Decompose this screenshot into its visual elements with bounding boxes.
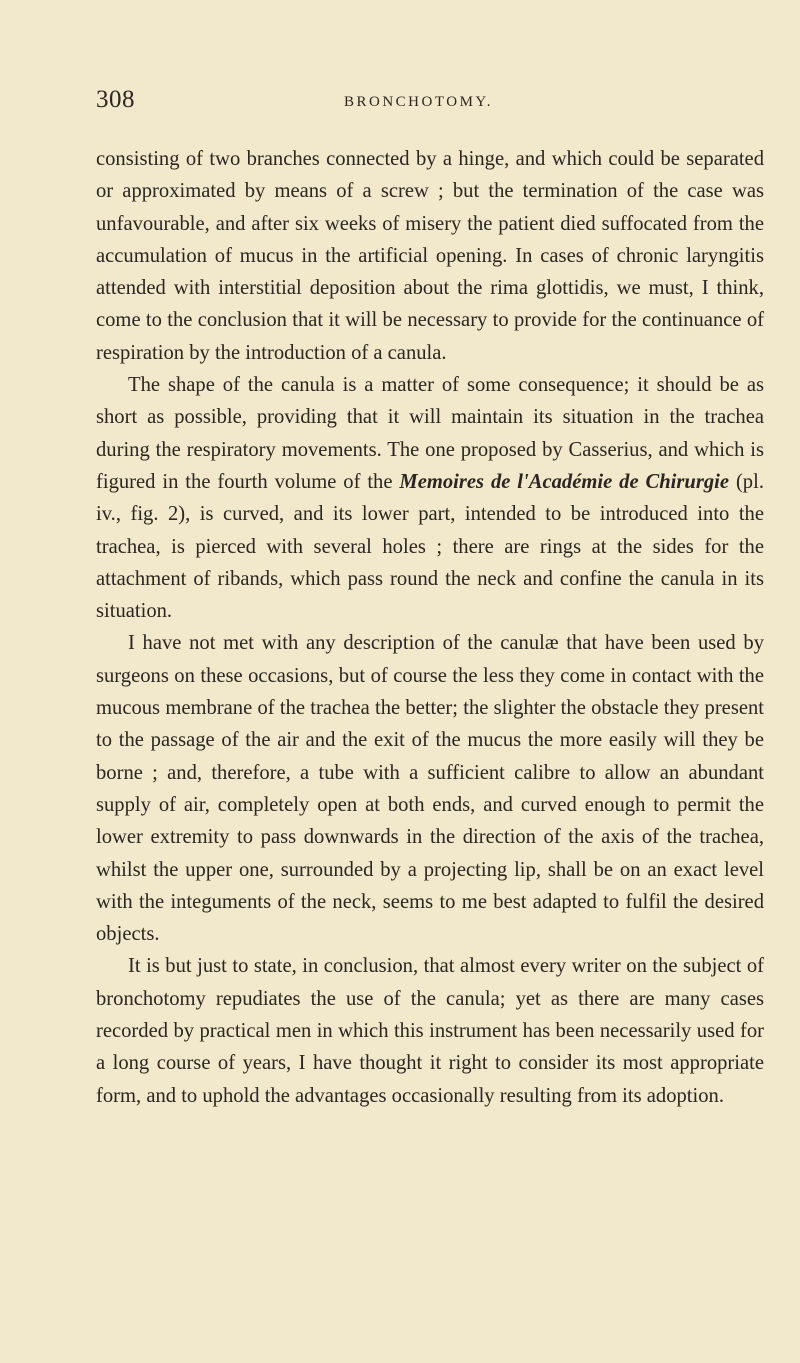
paragraph-canula-shape (96, 369, 764, 627)
body-text (96, 143, 764, 1112)
paragraph-conclusion: It is but just to state, in conclusion, that almost every writer on the subject of bronchotomy repudiates the use of the canula; yet as there are many cases recorded by practical men in which this instrument has been necessarily used for a long course of years, I have thought it right to consider its most appropriate form, and to uphold the advantages occasionally resulting from its adoption. (96, 955, 764, 1107)
paragraph-text: The shape of the canula is a matter of some consequence; it should be as short as possible, providing that it will maintain its situation in the trachea during the respiratory movements. The one proposed by Casserius, and which is figured in the fourth volume of the (96, 374, 764, 493)
page-number: 308 (96, 86, 135, 113)
running-head (96, 86, 764, 122)
book-title-italic: Memoires de l'Académie de Chirurgie (399, 470, 730, 493)
paragraph-continuation: consisting of two branches connected by a hinge, and which could be separated or approximated by means of a screw ; but the termination of the case was unfavourable, and after six weeks of misery the patient died suffocated from the accumulation of mucus in the artificial opening. In cases of chronic laryngitis attended with interstitial deposition about the rima glottidis, we must, I think, come to the conclusion that it will be necessary to provide for the continuance of respiration by the introduction of a canula. (96, 148, 764, 364)
paragraph-canulae-description: I have not met with any description of the canulæ that have been used by surgeons on these occasions, but of course the less they come in contact with the mucous membrane of the trachea the better; the slighter the obstacle they present to the passage of the air and the exit of the mucus the more easily will they be borne ; and, therefore, a tube with a sufficient calibre to allow an abundant supply of air, completely open at both ends, and curved enough to permit the lower extremity to pass downwards in the direction of the axis of the trachea, whilst the upper one, surrounded by a projecting lip, shall be on an exact level with the integuments of the neck, seems to me best adapted to fulfil the desired objects. (96, 632, 764, 946)
paragraph-text: (pl. iv., fig. 2), is curved, and its lower part, intended to be introduced into the trachea, is pierced with several holes ; there are rings at the sides for the attachment of ribands, which pass round the neck and confine the canula in its situation. (96, 470, 764, 623)
running-title: BRONCHOTOMY. (344, 94, 494, 110)
